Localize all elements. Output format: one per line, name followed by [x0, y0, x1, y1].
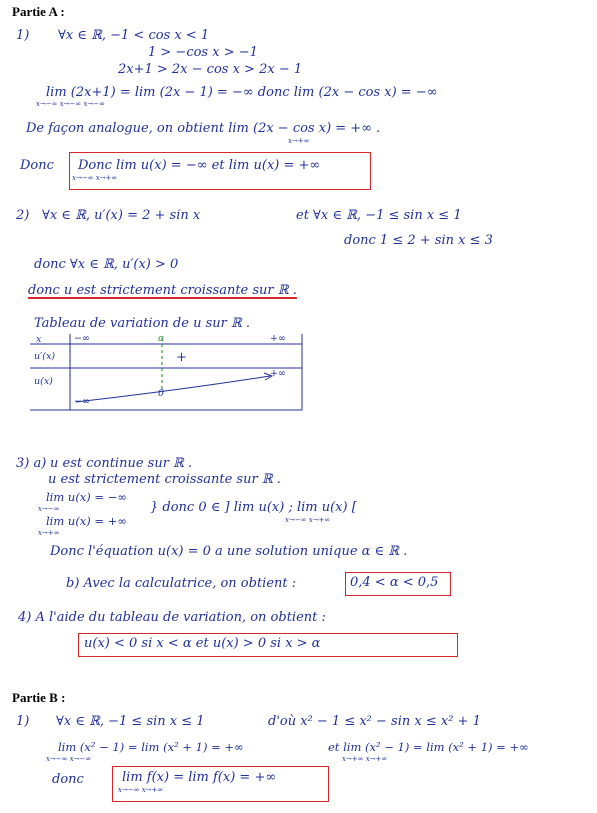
table-row-derivative: u′(x): [34, 351, 56, 362]
table-end-plus-inf: +∞: [270, 368, 286, 379]
a3-line2: u est strictement croissante sur ℝ .: [48, 472, 281, 487]
a3-number: 3) a): [16, 456, 47, 471]
a3-donc: } donc 0 ∈ ] lim u(x) ; lim u(x) [: [150, 500, 357, 515]
b1-result: lim f(x) = lim f(x) = +∞: [122, 770, 277, 785]
table-bottom-minus-inf: −∞: [74, 396, 90, 407]
a2-line2: donc 1 ≤ 2 + sin x ≤ 3: [344, 233, 493, 248]
table-zero: 0: [158, 388, 165, 399]
a1-donc-label: Donc: [20, 158, 54, 173]
increasing-arrow: [76, 376, 270, 402]
a1-line5-subscript: x→+∞: [288, 137, 310, 145]
a2-number: 2): [16, 208, 30, 223]
variation-table: [30, 330, 310, 412]
a1-line4-subscripts: x→−∞ x→−∞ x→−∞: [36, 100, 105, 108]
table-row-x: x: [36, 334, 42, 345]
table-plus-inf: +∞: [270, 333, 286, 344]
b1-line2: lim (x² − 1) = lim (x² + 1) = +∞: [58, 740, 244, 754]
partie-b-heading: Partie B :: [12, 690, 66, 705]
a3-b-result: 0,4 < α < 0,5: [350, 575, 439, 590]
a1-line4: lim (2x+1) = lim (2x − 1) = −∞ donc lim (2x − cos x) = −∞: [46, 85, 438, 100]
b1-line1b: d'où x² − 1 ≤ x² − sin x ≤ x² + 1: [268, 714, 481, 729]
table-plus-sign: +: [176, 350, 187, 365]
a3-line1: u est continue sur ℝ .: [50, 456, 193, 471]
a2-line4: donc u est strictement croissante sur ℝ .: [28, 283, 297, 298]
b1-number: 1): [16, 714, 30, 729]
a1-line5: De façon analogue, on obtient lim (2x − cos x) = +∞ .: [26, 121, 381, 136]
b1-line2b: et lim (x² − 1) = lim (x² + 1) = +∞: [328, 740, 529, 754]
a3-lim1: lim u(x) = −∞: [46, 490, 127, 504]
a3-lim2-sub: x→+∞: [38, 529, 60, 537]
a3-donc-sub: x→−∞ x→+∞: [285, 516, 331, 524]
table-minus-inf: −∞: [74, 333, 90, 344]
a3-lim2: lim u(x) = +∞: [46, 514, 127, 528]
a4-line1: 4) A l'aide du tableau de variation, on obtient :: [18, 610, 326, 625]
a2-line1b: et ∀x ∈ ℝ, −1 ≤ sin x ≤ 1: [296, 208, 462, 223]
a1-line1: ∀x ∈ ℝ, −1 < cos x < 1: [58, 28, 210, 43]
a1-line2: 1 > −cos x > −1: [148, 45, 258, 60]
a1-line3: 2x+1 > 2x − cos x > 2x − 1: [118, 62, 303, 77]
table-row-u: u(x): [34, 376, 53, 387]
b1-result-sub: x→−∞ x→+∞: [118, 786, 164, 794]
b1-donc: donc: [52, 772, 84, 787]
a2-line1: ∀x ∈ ℝ, u′(x) = 2 + sin x: [42, 208, 201, 223]
b1-line2b-sub: x→+∞ x→+∞: [342, 755, 388, 763]
a2-line3: donc ∀x ∈ ℝ, u′(x) > 0: [34, 257, 179, 272]
table-title: Tableau de variation de u sur ℝ .: [34, 316, 251, 331]
a1-conclusion-subscripts: x→−∞ x→+∞: [72, 174, 118, 182]
table-alpha: α: [158, 333, 165, 344]
b1-line1: ∀x ∈ ℝ, −1 ≤ sin x ≤ 1: [56, 714, 205, 729]
a4-result: u(x) < 0 si x < α et u(x) > 0 si x > α: [84, 636, 321, 651]
a1-number: 1): [16, 28, 30, 43]
a3-b-line: b) Avec la calculatrice, on obtient :: [66, 576, 297, 591]
b1-line2-sub: x→−∞ x→−∞: [46, 755, 92, 763]
partie-a-heading: Partie A :: [12, 4, 65, 19]
a3-lim1-sub: x→−∞: [38, 505, 60, 513]
a3-line3: Donc l'équation u(x) = 0 a une solution unique α ∈ ℝ .: [50, 544, 408, 559]
a1-conclusion: Donc lim u(x) = −∞ et lim u(x) = +∞: [78, 158, 321, 173]
